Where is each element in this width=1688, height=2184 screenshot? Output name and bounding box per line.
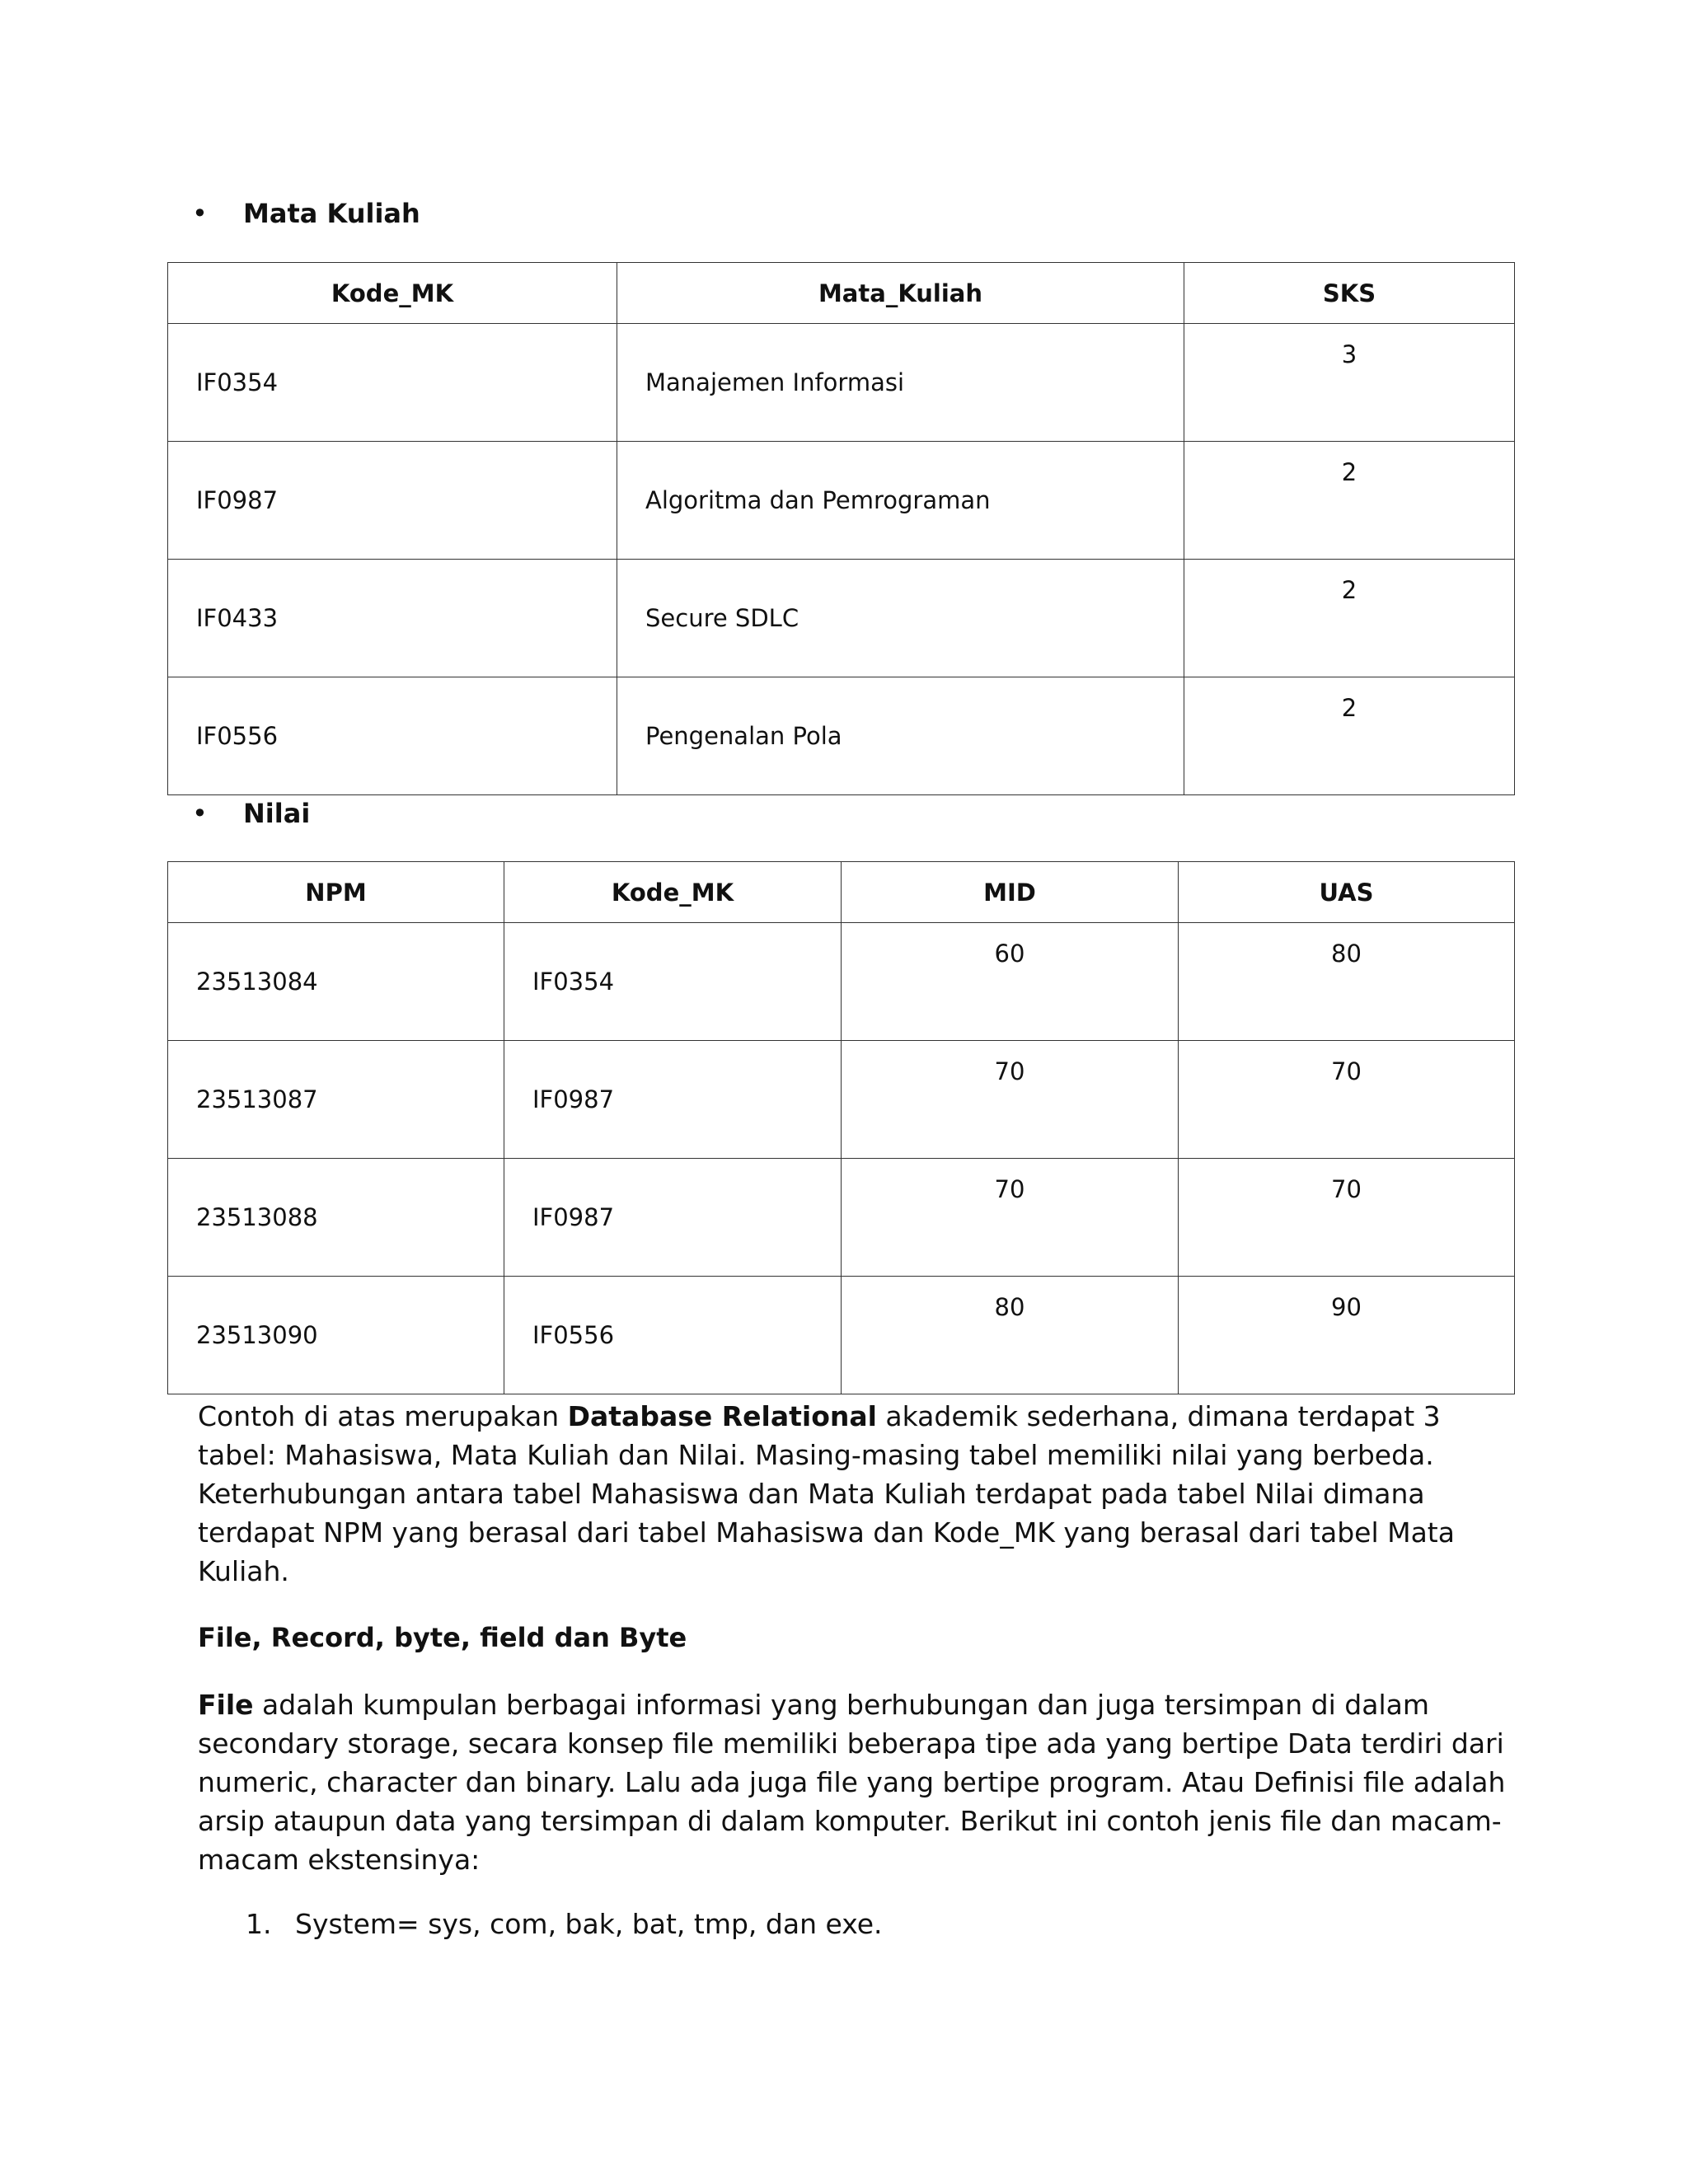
paragraph-database-relational [198,1397,1517,1591]
cell-mid: 70 [842,1159,1179,1277]
bullet-icon: • [192,798,208,829]
cell-sks: 2 [1184,560,1515,677]
cell-uas: 90 [1179,1277,1515,1394]
cell-kode-mk: IF0556 [504,1277,842,1394]
cell-uas: 70 [1179,1159,1515,1277]
bullet-icon: • [192,198,208,229]
table-header-row [168,862,1515,923]
cell-kode-mk: IF0987 [504,1041,842,1159]
cell-uas: 80 [1179,923,1515,1041]
cell-npm: 23513084 [168,923,504,1041]
table-row [168,1041,1515,1159]
cell-uas: 70 [1179,1041,1515,1159]
list-item-text: System= sys, com, bak, bat, tmp, dan exe. [295,1908,883,1940]
paragraph-bold-term: Database Relational [567,1400,877,1432]
cell-sks: 2 [1184,677,1515,795]
column-header-npm: NPM [168,862,504,923]
column-header-kode-mk: Kode_MK [504,862,842,923]
paragraph-text: adalah kumpulan berbagai informasi yang berhubungan dan juga tersimpan di dalam secondary storage, secara konsep file memiliki beberapa tipe ada yang bertipe Data terdiri dari numeric, character dan binary. Lalu ada juga file yang bertipe program. Atau Definisi file adalah arsip ataupun data yang tersimpan di dalam komputer. Berikut ini contoh jenis file dan macam-macam ekstensinya: [198,1689,1506,1876]
cell-mata-kuliah: Pengenalan Pola [617,677,1184,795]
table-header-row [168,263,1515,324]
column-header-kode-mk: Kode_MK [168,263,617,324]
cell-kode-mk: IF0354 [168,324,617,442]
cell-sks: 3 [1184,324,1515,442]
nilai-table [167,861,1515,1394]
cell-kode-mk: IF0433 [168,560,617,677]
section-heading-label: Mata Kuliah [243,198,420,229]
paragraph-text: akademik sederhana, dimana terdapat 3 tabel: Mahasiswa, Mata Kuliah dan Nilai. Masing-masing tabel memiliki nilai yang berbeda. Keterhubungan antara tabel Mahasiswa dan Mata Kuliah terdapat pada tabel Nilai dimana terdapat NPM yang berasal dari tabel Mahasiswa dan Kode_MK yang berasal dari tabel Mata Kuliah. [198,1400,1455,1587]
cell-kode-mk: IF0556 [168,677,617,795]
column-header-mid: MID [842,862,1179,923]
column-header-uas: UAS [1179,862,1515,923]
cell-npm: 23513090 [168,1277,504,1394]
subheading-file-record: File, Record, byte, field dan Byte [198,1622,687,1653]
cell-mid: 60 [842,923,1179,1041]
mata-kuliah-table [167,262,1515,795]
table-row [168,1277,1515,1394]
paragraph-text: Contoh di atas merupakan [198,1400,568,1432]
list-item-number: 1. [246,1908,272,1940]
cell-sks: 2 [1184,442,1515,560]
column-header-mata-kuliah: Mata_Kuliah [617,263,1184,324]
table-row [168,442,1515,560]
section-heading-mata-kuliah [192,198,420,229]
cell-mata-kuliah: Algoritma dan Pemrograman [617,442,1184,560]
cell-mid: 80 [842,1277,1179,1394]
cell-npm: 23513088 [168,1159,504,1277]
table-row [168,677,1515,795]
cell-kode-mk: IF0987 [504,1159,842,1277]
section-heading-label: Nilai [243,798,311,829]
cell-npm: 23513087 [168,1041,504,1159]
cell-kode-mk: IF0987 [168,442,617,560]
section-heading-nilai [192,798,311,829]
column-header-sks: SKS [1184,263,1515,324]
cell-mata-kuliah: Secure SDLC [617,560,1184,677]
table-row [168,324,1515,442]
paragraph-bold-term: File [198,1689,254,1721]
table-row [168,923,1515,1041]
table-row [168,560,1515,677]
paragraph-file-definition [198,1685,1517,1879]
table-row [168,1159,1515,1277]
cell-mid: 70 [842,1041,1179,1159]
cell-mata-kuliah: Manajemen Informasi [617,324,1184,442]
cell-kode-mk: IF0354 [504,923,842,1041]
list-item [198,1908,883,1940]
